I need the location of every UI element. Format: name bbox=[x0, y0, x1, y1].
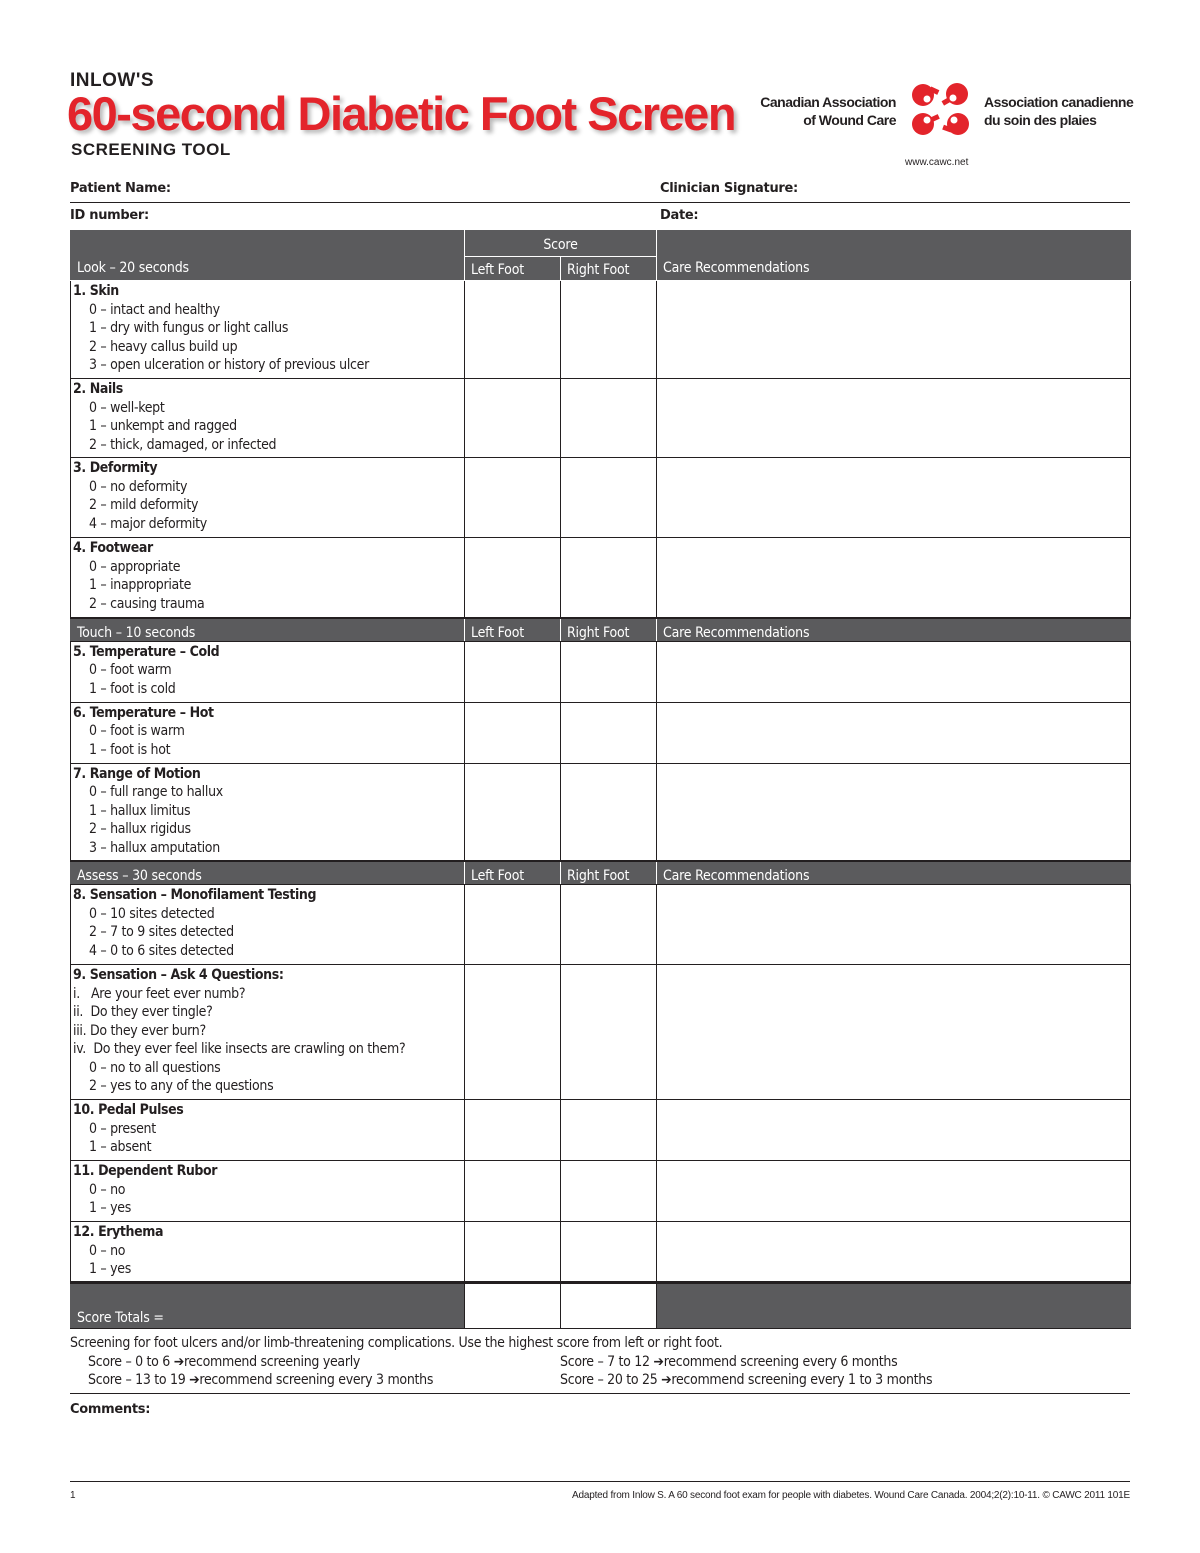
score-totals-label: Score Totals = bbox=[77, 1309, 164, 1326]
left-foot-score-cell[interactable] bbox=[465, 702, 561, 763]
option-line: 0 – well-kept bbox=[89, 399, 165, 416]
care-recommendation-cell[interactable] bbox=[657, 641, 1131, 702]
option-line: 1 – inappropriate bbox=[89, 577, 192, 593]
item-monofilament bbox=[71, 885, 465, 965]
item-footwear bbox=[71, 538, 465, 618]
arrow-icon: ➔ bbox=[661, 1372, 672, 1388]
comments-divider bbox=[70, 1393, 1130, 1394]
left-foot-score-cell[interactable] bbox=[465, 1222, 561, 1283]
option-line: 0 – no bbox=[89, 1181, 126, 1198]
option-line: 0 – present bbox=[89, 1120, 156, 1137]
option-line: 1 – yes bbox=[89, 1261, 131, 1277]
item-range-of-motion bbox=[71, 763, 465, 861]
care-recommendation-cell[interactable] bbox=[657, 702, 1131, 763]
care-recommendation-cell[interactable] bbox=[657, 379, 1131, 458]
left-foot-score-cell[interactable] bbox=[465, 1100, 561, 1161]
item-ask-questions bbox=[71, 965, 465, 1100]
left-foot-score-cell[interactable] bbox=[465, 458, 561, 538]
left-foot-score-cell[interactable] bbox=[465, 885, 561, 965]
cawc-logo-icon bbox=[908, 79, 974, 139]
option-line: 0 – foot is warm bbox=[89, 723, 185, 739]
care-recommendation-cell[interactable] bbox=[657, 965, 1131, 1100]
item-erythema bbox=[71, 1222, 465, 1283]
right-foot-score-cell[interactable] bbox=[561, 1100, 657, 1161]
option-line: 1 – dry with fungus or light callus bbox=[89, 320, 289, 336]
logo-text-fr bbox=[984, 93, 1144, 129]
arrow-icon: ➔ bbox=[189, 1372, 200, 1388]
right-foot-header bbox=[561, 618, 657, 642]
rule-range: Score – 13 to 19 bbox=[88, 1372, 186, 1388]
option-line: 2 – mild deformity bbox=[89, 497, 199, 513]
logo-text-en bbox=[740, 93, 896, 129]
left-foot-header bbox=[465, 861, 561, 885]
right-foot-score-cell[interactable] bbox=[561, 379, 657, 458]
option-line: 1 – yes bbox=[89, 1200, 131, 1216]
option-line: 2 – heavy callus build up bbox=[89, 338, 238, 355]
item-title: 7. Range of Motion bbox=[73, 765, 201, 782]
website-link[interactable]: www.cawc.net bbox=[905, 157, 969, 168]
left-foot-score-cell[interactable] bbox=[465, 763, 561, 861]
item-dependent-rubor bbox=[71, 1161, 465, 1222]
item-title: 4. Footwear bbox=[73, 540, 153, 556]
item-nails bbox=[71, 379, 465, 458]
option-line: 4 – major deformity bbox=[89, 515, 207, 532]
arrow-icon: ➔ bbox=[653, 1353, 664, 1370]
guidance-rule bbox=[560, 1353, 897, 1372]
left-foot-label: Left Foot bbox=[471, 624, 524, 641]
option-line: 0 – foot warm bbox=[89, 662, 172, 678]
footer-citation: Adapted from Inlow S. A 60 second foot exam for people with diabetes. Wound Care Canada. 2004;2(2):10-11. © CAWC 2011 101E bbox=[572, 1490, 1130, 1501]
totals-filler bbox=[657, 1282, 1131, 1328]
question-line: ii. Do they ever tingle? bbox=[73, 1004, 213, 1020]
care-recommendation-cell[interactable] bbox=[657, 538, 1131, 618]
care-recommendations-label: Care Recommendations bbox=[663, 260, 810, 276]
care-recommendation-cell[interactable] bbox=[657, 1161, 1131, 1222]
clinician-signature-label: Clinician Signature: bbox=[660, 181, 798, 196]
right-foot-label: Right Foot bbox=[567, 262, 630, 278]
rule-action: recommend screening yearly bbox=[183, 1353, 361, 1370]
rule-range: Score – 20 to 25 bbox=[560, 1372, 658, 1388]
left-foot-score-cell[interactable] bbox=[465, 641, 561, 702]
guidance-row bbox=[70, 1353, 1130, 1372]
option-line: 1 – absent bbox=[89, 1139, 152, 1155]
item-skin bbox=[71, 281, 465, 379]
arrow-icon: ➔ bbox=[173, 1353, 184, 1370]
option-line: 2 – hallux rigidus bbox=[89, 821, 191, 837]
guidance-rule bbox=[88, 1371, 433, 1390]
care-header-assess bbox=[657, 861, 1131, 885]
care-header-look bbox=[657, 231, 1131, 281]
option-line: 0 – intact and healthy bbox=[89, 301, 220, 318]
care-recommendation-cell[interactable] bbox=[657, 885, 1131, 965]
option-line: 1 – unkempt and ragged bbox=[89, 418, 237, 434]
right-foot-score-cell[interactable] bbox=[561, 641, 657, 702]
option-line: 0 – appropriate bbox=[89, 558, 181, 575]
guidance-rule bbox=[88, 1353, 360, 1372]
page-title: 60-second Diabetic Foot Screen bbox=[67, 87, 736, 140]
option-line: 1 – foot is hot bbox=[89, 741, 171, 758]
date-label: Date: bbox=[660, 208, 699, 223]
screening-guidance bbox=[70, 1334, 1130, 1390]
care-recommendations-label: Care Recommendations bbox=[663, 868, 810, 884]
left-foot-label: Left Foot bbox=[471, 868, 524, 884]
right-foot-score-cell[interactable] bbox=[561, 281, 657, 379]
item-deformity bbox=[71, 458, 465, 538]
section-header-assess bbox=[71, 861, 465, 885]
option-line: 1 – foot is cold bbox=[89, 680, 176, 697]
section-title-look: Look – 20 seconds bbox=[77, 260, 189, 276]
logo-en-line2: of Wound Care bbox=[803, 112, 896, 128]
left-foot-score-cell[interactable] bbox=[465, 538, 561, 618]
question-line: iii. Do they ever burn? bbox=[73, 1022, 206, 1039]
item-temperature-cold bbox=[71, 641, 465, 702]
item-title: 3. Deformity bbox=[73, 460, 158, 476]
rule-action: recommend screening every 1 to 3 months bbox=[671, 1372, 933, 1388]
option-line: 2 – 7 to 9 sites detected bbox=[89, 924, 234, 940]
right-foot-score-cell[interactable] bbox=[561, 1222, 657, 1283]
option-line: 2 – thick, damaged, or infected bbox=[89, 436, 277, 453]
option-line: 4 – 0 to 6 sites detected bbox=[89, 942, 234, 959]
comments-label: Comments: bbox=[70, 1402, 151, 1417]
right-foot-score-cell[interactable] bbox=[561, 1161, 657, 1222]
care-recommendation-cell[interactable] bbox=[657, 281, 1131, 379]
option-line: 0 – no bbox=[89, 1242, 126, 1259]
left-foot-label: Left Foot bbox=[471, 262, 524, 278]
item-title: 2. Nails bbox=[73, 381, 123, 397]
left-foot-score-cell[interactable] bbox=[465, 965, 561, 1100]
page-subtitle: SCREENING TOOL bbox=[71, 140, 231, 159]
page-number: 1 bbox=[70, 1490, 76, 1501]
score-header bbox=[465, 231, 657, 257]
right-foot-score-cell[interactable] bbox=[561, 538, 657, 618]
care-recommendations-label: Care Recommendations bbox=[663, 624, 810, 641]
item-title: 8. Sensation – Monofilament Testing bbox=[73, 887, 317, 903]
item-pedal-pulses bbox=[71, 1100, 465, 1161]
item-title: 10. Pedal Pulses bbox=[73, 1102, 184, 1118]
option-line: 2 – causing trauma bbox=[89, 595, 205, 612]
option-line: 3 – open ulceration or history of previous ulcer bbox=[89, 357, 369, 373]
left-foot-score-cell[interactable] bbox=[465, 281, 561, 379]
guidance-rule bbox=[560, 1371, 932, 1390]
option-line: 3 – hallux amputation bbox=[89, 839, 220, 856]
option-line: 1 – hallux limitus bbox=[89, 802, 191, 819]
item-temperature-hot bbox=[71, 702, 465, 763]
option-line: 0 – 10 sites detected bbox=[89, 905, 215, 922]
right-foot-score-cell[interactable] bbox=[561, 702, 657, 763]
option-line: 0 – no to all questions bbox=[89, 1059, 221, 1076]
rule-range: Score – 0 to 6 bbox=[88, 1353, 171, 1370]
score-totals-label-cell bbox=[71, 1282, 465, 1328]
right-foot-score-cell[interactable] bbox=[561, 965, 657, 1100]
logo-fr-line1: Association canadienne bbox=[984, 94, 1134, 110]
right-foot-score-cell[interactable] bbox=[561, 885, 657, 965]
screening-table bbox=[70, 230, 1131, 1329]
logo-en-line1: Canadian Association bbox=[760, 94, 896, 110]
option-line: 0 – full range to hallux bbox=[89, 784, 223, 800]
left-foot-header bbox=[465, 257, 561, 281]
care-recommendation-cell[interactable] bbox=[657, 1100, 1131, 1161]
patient-name-label: Patient Name: bbox=[70, 181, 171, 196]
right-foot-total-cell[interactable] bbox=[561, 1282, 657, 1328]
section-title-assess: Assess – 30 seconds bbox=[77, 868, 202, 884]
item-title: 6. Temperature – Hot bbox=[73, 704, 214, 721]
option-line: 0 – no deformity bbox=[89, 478, 188, 495]
item-title: 9. Sensation – Ask 4 Questions: bbox=[73, 967, 284, 983]
right-foot-score-cell[interactable] bbox=[561, 458, 657, 538]
left-foot-score-cell[interactable] bbox=[465, 379, 561, 458]
section-title-touch: Touch – 10 seconds bbox=[77, 624, 196, 641]
section-header-touch bbox=[71, 618, 465, 642]
question-line: iv. Do they ever feel like insects are crawling on them? bbox=[73, 1041, 406, 1057]
score-header-label: Score bbox=[543, 237, 578, 253]
care-header-touch bbox=[657, 618, 1131, 642]
right-foot-label: Right Foot bbox=[567, 868, 630, 884]
item-title: 11. Dependent Rubor bbox=[73, 1163, 218, 1179]
logo-fr-line2: du soin des plaies bbox=[984, 112, 1097, 128]
rule-range: Score – 7 to 12 bbox=[560, 1353, 650, 1370]
item-title: 12. Erythema bbox=[73, 1224, 164, 1240]
id-number-label: ID number: bbox=[70, 208, 149, 223]
option-line: 2 – yes to any of the questions bbox=[89, 1078, 274, 1094]
right-foot-label: Right Foot bbox=[567, 624, 630, 641]
guidance-row bbox=[70, 1371, 1130, 1390]
right-foot-score-cell[interactable] bbox=[561, 763, 657, 861]
item-title: 1. Skin bbox=[73, 283, 119, 299]
section-header-look bbox=[71, 231, 465, 281]
care-recommendation-cell[interactable] bbox=[657, 458, 1131, 538]
care-recommendation-cell[interactable] bbox=[657, 1222, 1131, 1283]
question-line: i. Are your feet ever numb? bbox=[73, 985, 246, 1002]
field-divider bbox=[70, 202, 1130, 203]
kicker-label: INLOW'S bbox=[70, 70, 155, 91]
left-foot-header bbox=[465, 618, 561, 642]
item-title: 5. Temperature – Cold bbox=[73, 643, 220, 660]
footer-divider bbox=[70, 1481, 1130, 1482]
left-foot-total-cell[interactable] bbox=[465, 1282, 561, 1328]
right-foot-header bbox=[561, 257, 657, 281]
left-foot-score-cell[interactable] bbox=[465, 1161, 561, 1222]
rule-action: recommend screening every 6 months bbox=[663, 1353, 898, 1370]
right-foot-header bbox=[561, 861, 657, 885]
guidance-intro: Screening for foot ulcers and/or limb-threatening complications. Use the highest score from left or right foot. bbox=[70, 1335, 723, 1351]
rule-action: recommend screening every 3 months bbox=[199, 1372, 434, 1388]
care-recommendation-cell[interactable] bbox=[657, 763, 1131, 861]
